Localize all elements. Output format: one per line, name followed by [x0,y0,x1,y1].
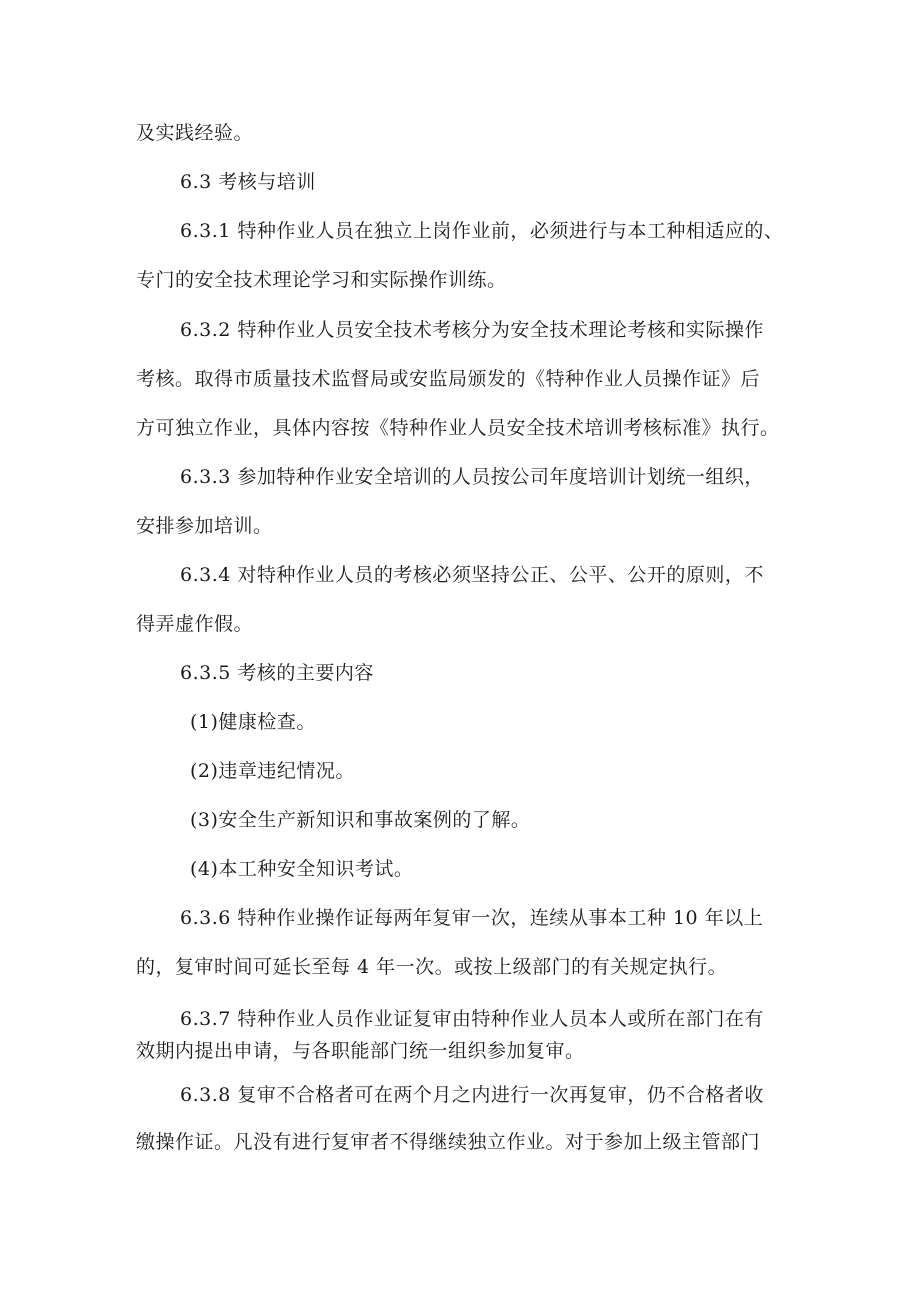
paragraph-continuation-text: 及实践经验。 [136,122,254,144]
clause-6-3-6-line-2: 的，复审时间可延长至每 4 年一次。或按上级部门的有关规定执行。 [136,956,728,978]
clause-6-3-7-line-2: 效期内提出申请，与各职能部门统一组织参加复审。 [136,1040,585,1062]
list-item-3: (3)安全生产新知识和事故案例的了解。 [190,809,531,831]
clause-6-3-4-line-1: 6.3.4 对特种作业人员的考核必须坚持公正、公平、公开的原则，不 [180,564,764,586]
clause-6-3-8-line-1: 6.3.8 复审不合格者可在两个月之内进行一次再复审，仍不合格者收 [180,1084,764,1106]
clause-6-3-6-line-1: 6.3.6 特种作业操作证每两年复审一次，连续从事本工种 10 年以上 [180,907,764,929]
clause-6-3-4-line-2: 得弄虚作假。 [136,613,254,635]
clause-6-3-7-line-1: 6.3.7 特种作业人员作业证复审由特种作业人员本人或所在部门在有 [180,1008,764,1030]
clause-6-3-5-heading: 6.3.5 考核的主要内容 [180,662,374,684]
clause-6-3-2-line-3: 方可独立作业，具体内容按《特种作业人员安全技术培训考核标准》执行。 [136,417,780,439]
list-item-1: (1)健康检查。 [190,711,316,733]
clause-6-3-1-line-1: 6.3.1 特种作业人员在独立上岗作业前，必须进行与本工种相适应的、 [180,220,784,242]
list-item-4: (4)本工种安全知识考试。 [190,858,414,880]
clause-6-3-2-line-2: 考核。取得市质量技术监督局或安监局颁发的《特种作业人员操作证》后 [136,368,761,390]
list-item-2: (2)违章违纪情况。 [190,760,355,782]
section-heading-6-3: 6.3 考核与培训 [180,171,316,193]
clause-6-3-3-line-2: 安排参加培训。 [136,515,273,537]
clause-6-3-2-line-1: 6.3.2 特种作业人员安全技术考核分为安全技术理论考核和实际操作 [180,319,764,341]
clause-6-3-1-line-2: 专门的安全技术理论学习和实际操作训练。 [136,269,507,291]
clause-6-3-8-line-2: 缴操作证。凡没有进行复审者不得继续独立作业。对于参加上级主管部门 [136,1131,761,1153]
clause-6-3-3-line-1: 6.3.3 参加特种作业安全培训的人员按公司年度培训计划统一组织， [180,466,764,488]
